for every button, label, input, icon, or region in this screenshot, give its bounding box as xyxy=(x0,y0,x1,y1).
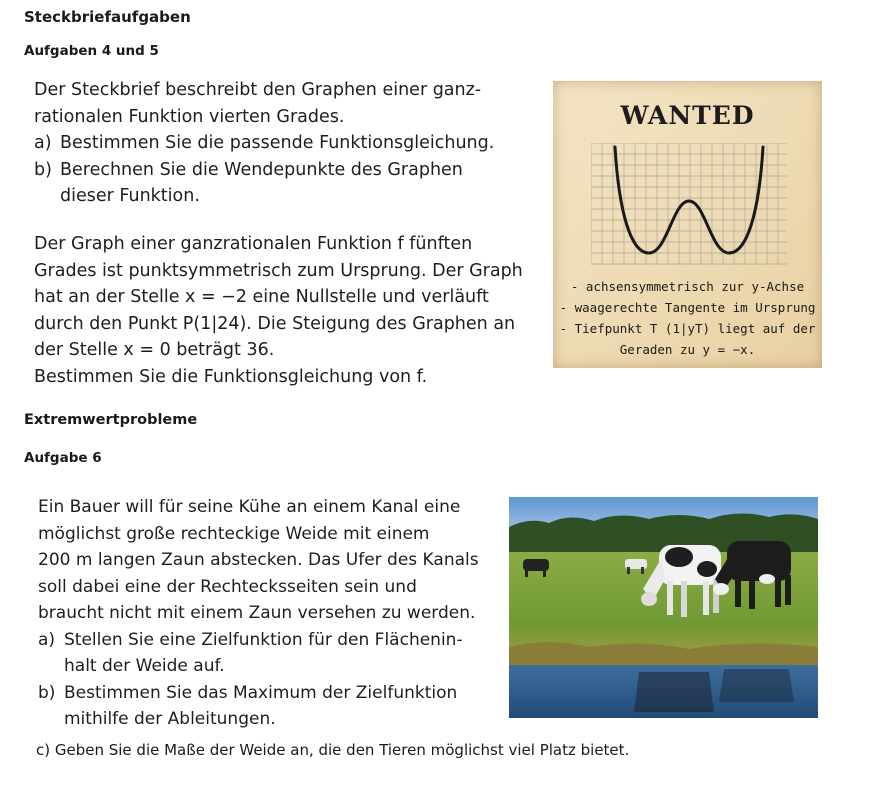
task-6-line: Ein Bauer will für seine Kühe an einem Kanal eine xyxy=(38,497,461,517)
item-text-line2: mithilfe der Ableitungen. xyxy=(64,709,276,729)
poster-condition: - Tiefpunkt T (1|yT) liegt auf der xyxy=(559,321,816,336)
task-6-item-b xyxy=(38,680,506,733)
task-6-line: möglichst große rechteckige Weide mit einem xyxy=(38,523,430,544)
item-label: a) xyxy=(38,629,56,650)
task-6-line: 200 m langen Zaun abstecken. Das Ufer des Kanals xyxy=(38,550,479,570)
task-4-intro-line1: Der Steckbrief beschreibt den Graphen einer ganz- xyxy=(34,80,482,100)
poster-condition: Geraden zu y = −x. xyxy=(619,342,756,357)
poster-condition: - waagerechte Tangente im Ursprung xyxy=(559,300,816,315)
task-5-line: der Stelle x = 0 beträgt 36. xyxy=(34,340,275,360)
heading-task-6: Aufgabe 6 xyxy=(24,450,102,466)
page-title: Steckbriefaufgaben xyxy=(24,8,191,26)
item-text-line1: Bestimmen Sie das Maximum der Zielfunktion xyxy=(64,682,458,703)
task-5-line: Grades ist punktsymmetrisch zum Ursprung. Der Graph xyxy=(34,260,523,281)
task-5-line: Bestimmen Sie die Funktionsgleichung von f. xyxy=(34,366,428,387)
heading-extremwertprobleme: Extremwertprobleme xyxy=(24,412,198,428)
task-4-item-b xyxy=(34,157,544,210)
item-text-line2: dieser Funktion. xyxy=(60,186,200,206)
item-text xyxy=(60,157,463,210)
task-5-line: hat an der Stelle x = −2 eine Nullstelle und verläuft xyxy=(34,287,489,307)
task-4-intro-line2: rationalen Funktion vierten Grades. xyxy=(34,106,345,127)
item-text: Bestimmen Sie die passende Funktionsgleichung. xyxy=(60,133,495,153)
heading-tasks-4-5: Aufgaben 4 und 5 xyxy=(24,43,159,59)
item-label: b) xyxy=(38,682,56,703)
poster-condition: - achsensymmetrisch zur y-Achse xyxy=(570,279,805,294)
task-4-text xyxy=(34,77,544,210)
poster-title: WANTED xyxy=(620,101,755,130)
task-5-line: Der Graph einer ganzrationalen Funktion f fünften xyxy=(34,234,473,254)
item-text-line1: Stellen Sie eine Zielfunktion für den Flächenin- xyxy=(64,629,463,650)
cow-reflection xyxy=(719,669,794,702)
item-label: b) xyxy=(34,159,52,180)
item-text-line1: Berechnen Sie die Wendepunkte des Graphen xyxy=(60,159,463,180)
item-text xyxy=(64,680,457,733)
task-6-item-c: c) Geben Sie die Maße der Weide an, die den Tieren möglichst viel Platz bietet. xyxy=(36,741,630,759)
cow-reflection xyxy=(634,672,714,712)
poster-conditions xyxy=(553,276,822,360)
wanted-poster xyxy=(553,81,822,368)
item-text-line2: halt der Weide auf. xyxy=(64,656,225,676)
task-5-text xyxy=(34,231,544,390)
cows-at-canal-photo xyxy=(509,497,818,718)
quartic-curve xyxy=(615,147,763,253)
reed-strip xyxy=(509,642,818,669)
task-6-text xyxy=(38,494,506,733)
task-6-item-a xyxy=(38,627,506,680)
cows-photo-illustration xyxy=(509,497,818,718)
task-5-line: durch den Punkt P(1|24). Die Steigung des Graphen an xyxy=(34,313,516,334)
task-4-item-a xyxy=(34,130,544,157)
item-text xyxy=(64,627,463,680)
item-label: a) xyxy=(34,133,52,153)
task-6-line: soll dabei eine der Rechtecksseiten sein und xyxy=(38,576,417,597)
task-6-line: braucht nicht mit einem Zaun versehen zu werden. xyxy=(38,603,476,623)
function-graph-illustration xyxy=(591,143,787,265)
